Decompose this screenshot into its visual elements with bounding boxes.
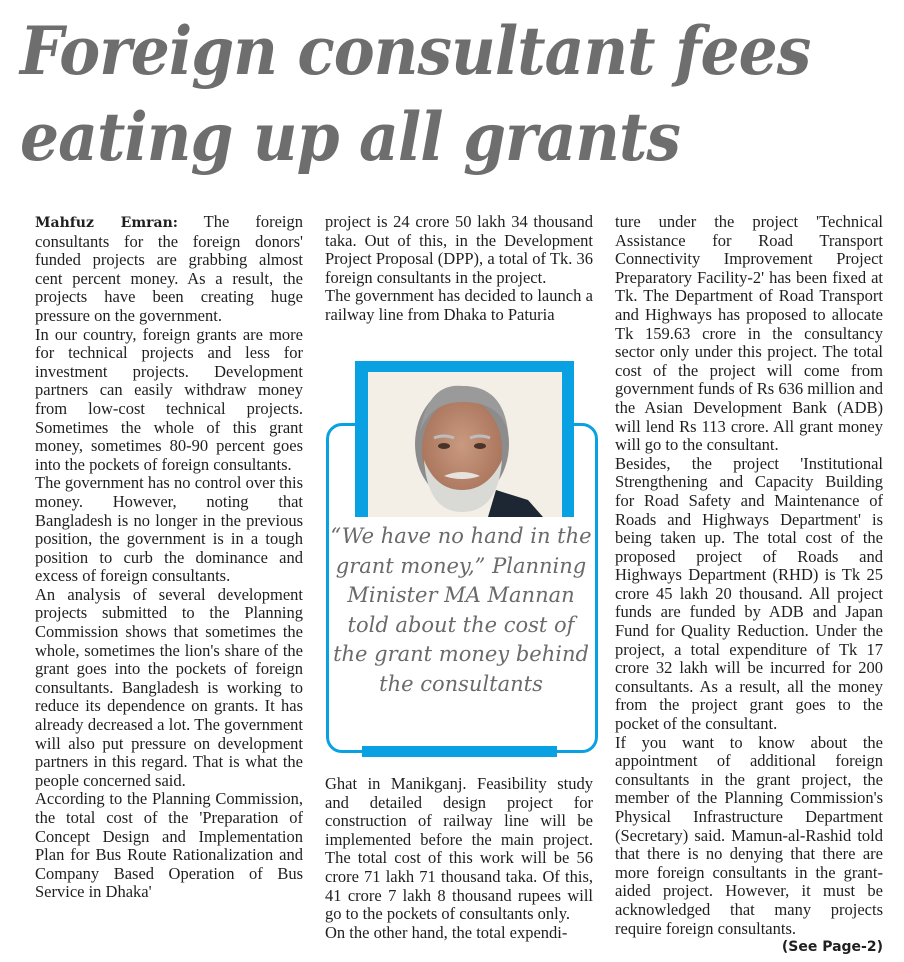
paragraph: Besides, the project 'Institutional Strengthening and Capacity Building for Road Safety and Maintenance of Roads and Highways Department' is being taken up. The total cost of the proposed project of Roads and Highways Department (RHD) is Tk 25 crore 45 lakh 20 thousand. All project funds are funded by ADB and Japan Fund for Quality Reduction. Under the project, a total expenditure of Tk 17 crore 32 lakh will be incurred for 200 consultants. As a result, all the money from the project grant goes to the pocket of the consultant.	[615, 453, 883, 734]
portrait-illustration	[368, 372, 562, 517]
headline-line-1: Foreign consultant fees	[20, 12, 811, 90]
paragraph: The government has no control over this money. However, noting that Bangladesh is no longer in the previous position, the government is in a tough position to curb the dominance and excess of foreign consultants.	[35, 473, 303, 586]
pullquote-accent-bar	[362, 746, 557, 757]
pullquote-text: “We have no hand in the grant money,” Planning Minister MA Mannan told about the cost of the grant money behind the consultants	[330, 524, 592, 696]
headline-line-2: eating up all grants	[20, 98, 681, 176]
headline	[20, 8, 838, 180]
paragraph: In our country, foreign grants are more for technical projects and less for investment projects. Development partners can easily withdraw money from low-cost technical projects. Sometimes the whole of this grant money, sometimes 80-90 percent goes into the pockets of foreign consultants.	[35, 324, 303, 474]
paragraph: Ghat in Manikganj. Feasibility study and detailed design project for construction of railway line will be implemented before the main project. The total cost of this work will be 56 crore 71 lakh 71 thousand taka. Of this, 41 crore 7 lakh 8 thousand rupees will go to the pockets of consultants only.	[325, 774, 593, 924]
paragraph-text: If you want to know about the appointment of additional foreign consultants in the grant project, the member of the Planning Commission's Physical Infrastructure Department (Secretary) said. Mamun-al-Rashid told that there is no denying that there are more foreign consultants in the grant-aided project. However, it must be acknowledged that many projects require foreign consultants.	[615, 732, 883, 938]
paragraph	[615, 732, 883, 956]
article-column-2-bottom	[325, 775, 593, 942]
portrait-photo	[368, 372, 562, 517]
paragraph: An analysis of several development projects submitted to the Planning Commission shows that sometimes the whole, sometimes the lion's share of the grant goes into the pockets of foreign consultants. Bangladesh is working to reduce its dependence on grants. It has already decreased a lot. The government will also put pressure on development partners in this regard. That is what the people concerned said.	[35, 584, 303, 790]
paragraph: The government has decided to launch a railway line from Dhaka to Paturia	[325, 286, 593, 324]
continued-link[interactable]: (See Page-2)	[781, 939, 883, 956]
article-column-2-top	[325, 213, 593, 325]
paragraph: According to the Planning Commission, the total cost of the 'Preparation of Concept Design and Implementation Plan for Bus Route Rationalization and Company Based Operation of Bus Service in Dhaka'	[35, 789, 303, 902]
paragraph-text: The foreign consultants for the foreign donors' funded projects are grabbing almost cent percent money. As a result, the projects have been creating huge pressure on the government.	[35, 212, 303, 325]
paragraph	[35, 213, 303, 326]
paragraph: ture under the project 'Technical Assistance for Road Transport Connectivity Improvement Project Preparatory Facility-2' has been fixed at Tk. The Department of Road Transport and Highways has proposed to allocate Tk 159.63 crore in the consultancy sector only under this project. The total cost of the project will come from government funds of Rs 636 million and the Asian Development Bank (ADB) will lend Rs 113 crore. All grant money will go to the consultant.	[615, 212, 883, 455]
byline: Mahfuz Emran:	[35, 215, 178, 231]
article-column-1	[35, 213, 303, 902]
article-column-3	[615, 213, 883, 957]
paragraph: project is 24 crore 50 lakh 34 thousand taka. Out of this, in the Development Project Proposal (DPP), a total of Tk. 36 foreign consultants in the project.	[325, 212, 593, 287]
paragraph: On the other hand, the total expendi-	[325, 922, 568, 942]
